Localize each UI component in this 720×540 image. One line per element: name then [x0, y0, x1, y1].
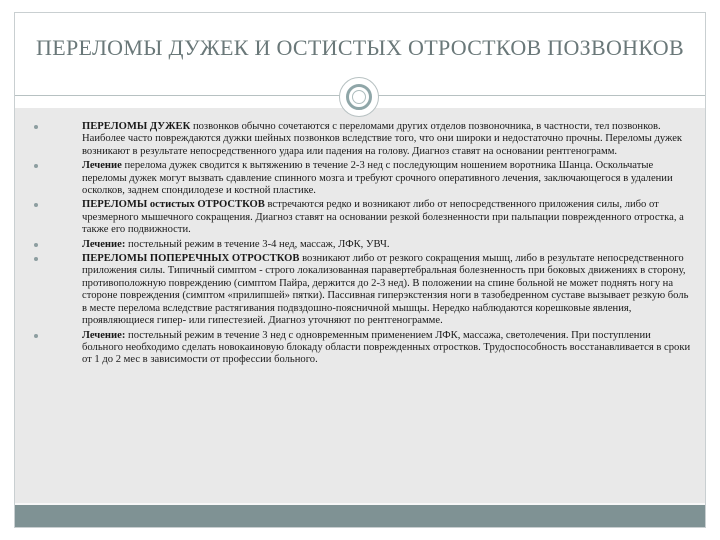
circle-emblem-icon	[339, 77, 379, 117]
bullet-dot-icon	[34, 334, 38, 338]
bullet-lead: Лечение:	[82, 238, 126, 250]
bullet-item	[30, 330, 692, 367]
bullet-item	[30, 199, 692, 236]
bullet-item	[30, 253, 692, 327]
bottom-bar	[15, 505, 705, 527]
bullet-item	[30, 160, 692, 197]
bullet-lead: Лечение	[82, 160, 122, 172]
bullet-text: перелома дужек сводится к вытяжению в течение 2-3 нед с последующим ношением воротника Шанца. Оскольчатые переломы дужек могут вызвать сдавление спинного мозга и требуют срочного оперативного лечения, заключающегося в удалении осколков, заднем спондилодезе и костной пластике.	[82, 160, 673, 197]
bullet-text: встречаются редко и возникают либо от непосредственного приложения силы, либо от чрезмерного мышечного сокращения. Диагноз ставят на основании резкой болезненности при пальпации поврежденного отростка, а также его подвижности.	[82, 199, 684, 236]
bullet-dot-icon	[34, 164, 38, 168]
bullet-text: постельный режим в течение 3 нед с одновременным применением ЛФК, массажа, светолечения. При поступлении больного необходимо сделать новокаиновую блокаду области поврежденных отростков. Трудоспособность восстанавливается в сроки от 1 до 2 мес в зависимости от профессии больного.	[82, 329, 691, 366]
bullet-lead: Лечение:	[82, 329, 126, 341]
bullet-lead: ПЕРЕЛОМЫ ПОПЕРЕЧНЫХ ОТРОСТКОВ	[82, 253, 300, 265]
bullet-text: постельный режим в течение 3-4 нед, массаж, ЛФК, УВЧ.	[125, 238, 390, 250]
bullet-lead: ПЕРЕЛОМЫ остистых ОТРОСТКОВ	[82, 199, 265, 211]
bullet-dot-icon	[34, 125, 38, 129]
bullet-item	[30, 121, 692, 158]
bullet-list	[30, 121, 692, 369]
bullet-dot-icon	[34, 257, 38, 261]
bullet-lead: ПЕРЕЛОМЫ ДУЖЕК	[82, 121, 191, 132]
bullet-dot-icon	[34, 203, 38, 207]
bullet-text: позвонков обычно сочетаются с переломами других отделов позвоночника, в частности, тел позвонков. Наиболее часто повреждаются дужки шейных позвонков вследствие того, что они широки и недостаточно прочны. Переломы дужек возникают в результате непосредственного удара или падения на голову. Диагноз ставят на основании рентгенограмм.	[82, 121, 683, 157]
slide-title: ПЕРЕЛОМЫ ДУЖЕК И ОСТИСТЫХ ОТРОСТКОВ ПОЗВОНКОВ	[36, 35, 684, 60]
bullet-dot-icon	[34, 243, 38, 247]
bullet-item	[30, 239, 692, 251]
bullet-text: возникают либо от резкого сокращения мышц, либо в результате непосредственного приложения силы. Типичный симптом - строго локализованная паравертебральная болезненность при боковых движениях в сторону, противоположную повреждению (симптом Пайра, держится до 2-3 нед). В положении на спине больной не может поднять ногу на стороне повреждения (симптом «прилипшей» пятки). Пассивная гиперэкстензия ноги в тазобедренном суставе вызывает резкую боль в месте перелома вследствие растягивания подвздошно-поясничной мышцы. Нередко наблюдаются корешковые явления, проявляющиеся гипер- или гипестезией. Диагноз уточняют по рентгенограмме.	[82, 253, 689, 327]
